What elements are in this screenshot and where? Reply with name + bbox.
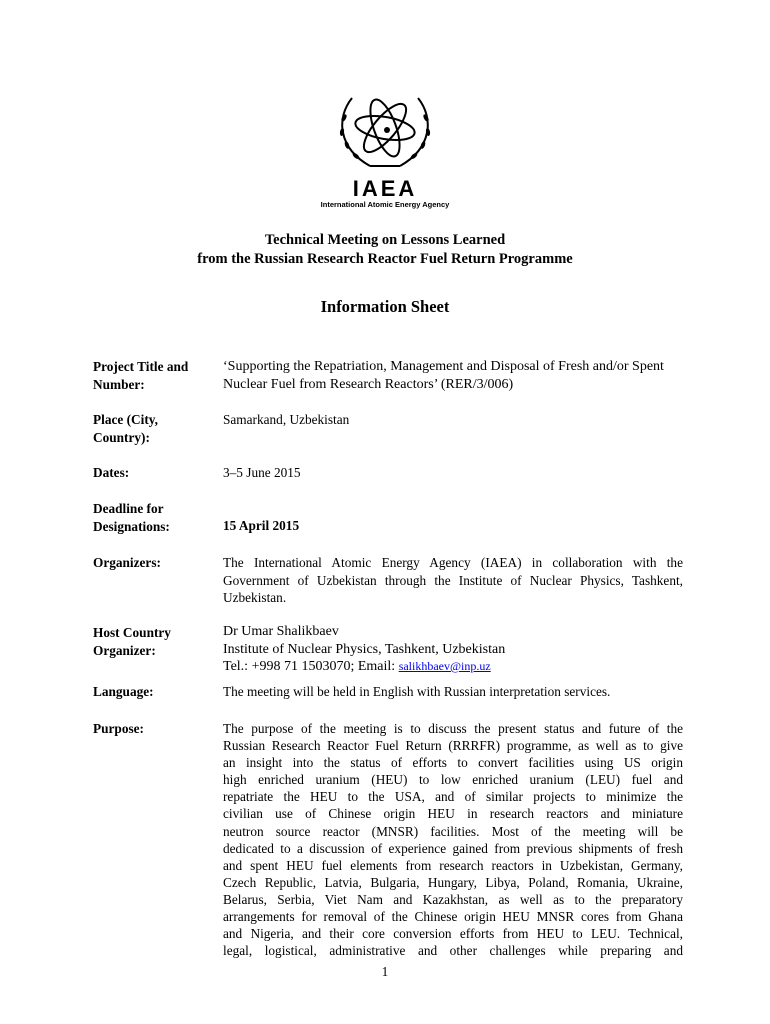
deadline-label: Deadline for Designations: <box>93 501 170 534</box>
host-email-link[interactable]: salikhbaev@inp.uz <box>398 659 491 673</box>
deadline-value: 15 April 2015 <box>223 518 300 533</box>
purpose-line: repatriate the HEU to the USA, and of similar projects to minimize the <box>223 789 683 805</box>
host-label: Host Country Organizer: <box>93 625 171 658</box>
purpose-line: arrangements for removal of the Chinese origin HEU MNSR cores from Ghana <box>223 909 683 925</box>
meeting-title <box>0 231 770 269</box>
project-label: Project Title and Number: <box>93 359 189 392</box>
project-value: ‘Supporting the Repatriation, Management and Disposal of Fresh and/or Spent Nuclear Fuel from Research Reactors’ (RER/3/006) <box>223 359 664 392</box>
host-tel: Tel.: +998 71 1503070; Email: <box>223 659 399 674</box>
purpose-line: The purpose of the meeting is to discuss the present status and future of the <box>223 721 683 736</box>
purpose-line: Czech Republic, Latvia, Bulgaria, Hungary, Libya, Poland, Romania, Ukraine, <box>223 874 683 890</box>
title-line: from the Russian Research Reactor Fuel Return Programme <box>197 251 573 267</box>
purpose-line: Belarus, Serbia, Viet Nam and Kazakhstan, as well as to the preparatory <box>223 891 683 907</box>
host-institute: Institute of Nuclear Physics, Tashkent, Uzbekistan <box>223 641 506 657</box>
language-label: Language: <box>93 684 154 699</box>
organizers-value: The International Atomic Energy Agency (IAEA) in collaboration with the Government of Uzbekistan through the Institute of Nuclear Physics, Tashkent, Uzbekistan. <box>223 555 683 605</box>
purpose-line: and Nigeria, and their core conversion efforts from HEU to LEU. Technical, <box>223 926 683 942</box>
page-number: 1 <box>381 964 389 979</box>
purpose-line: Russian Research Reactor Fuel Return (RRRFR) programme, as well as to give <box>223 738 683 754</box>
purpose-line: high enriched uranium (HEU) to low enriched uranium (LEU) fuel and <box>223 772 683 788</box>
purpose-line: dedicated to a discussion of experience gained from previous shipments of fresh <box>223 840 683 856</box>
purpose-label: Purpose: <box>93 721 144 736</box>
purpose-line: and spent HEU fuel elements from research reactors in Uzbekistan, Germany, <box>223 857 683 873</box>
purpose-line: legal, logistical, administrative and other challenges while preparing and <box>223 943 683 959</box>
organizers-label: Organizers: <box>93 555 161 570</box>
atom-wreath-icon <box>330 88 440 172</box>
dates-value: 3–5 June 2015 <box>223 465 301 480</box>
iaea-logo <box>300 88 470 210</box>
purpose-line: neutron source reactor (MNSR) facilities. Most of the meeting will be <box>223 823 683 839</box>
purpose-line: civilian use of Chinese origin HEU in research reactors and miniature <box>223 806 683 822</box>
logo-name: IAEA <box>352 176 418 201</box>
purpose-value <box>223 720 683 959</box>
host-value <box>223 623 683 676</box>
title-line: Technical Meeting on Lessons Learned <box>264 232 506 248</box>
place-value: Samarkand, Uzbekistan <box>223 412 350 427</box>
logo-subtitle: International Atomic Energy Agency <box>320 200 450 209</box>
host-name: Dr Umar Shalikbaev <box>223 624 339 639</box>
dates-label: Dates: <box>93 465 130 480</box>
place-label: Place (City, Country): <box>93 412 158 445</box>
sheet-title: Information Sheet <box>320 297 450 316</box>
purpose-line: an insight into the status of efforts to convert facilities using US origin <box>223 755 683 771</box>
language-value: The meeting will be held in English with Russian interpretation services. <box>223 684 611 699</box>
